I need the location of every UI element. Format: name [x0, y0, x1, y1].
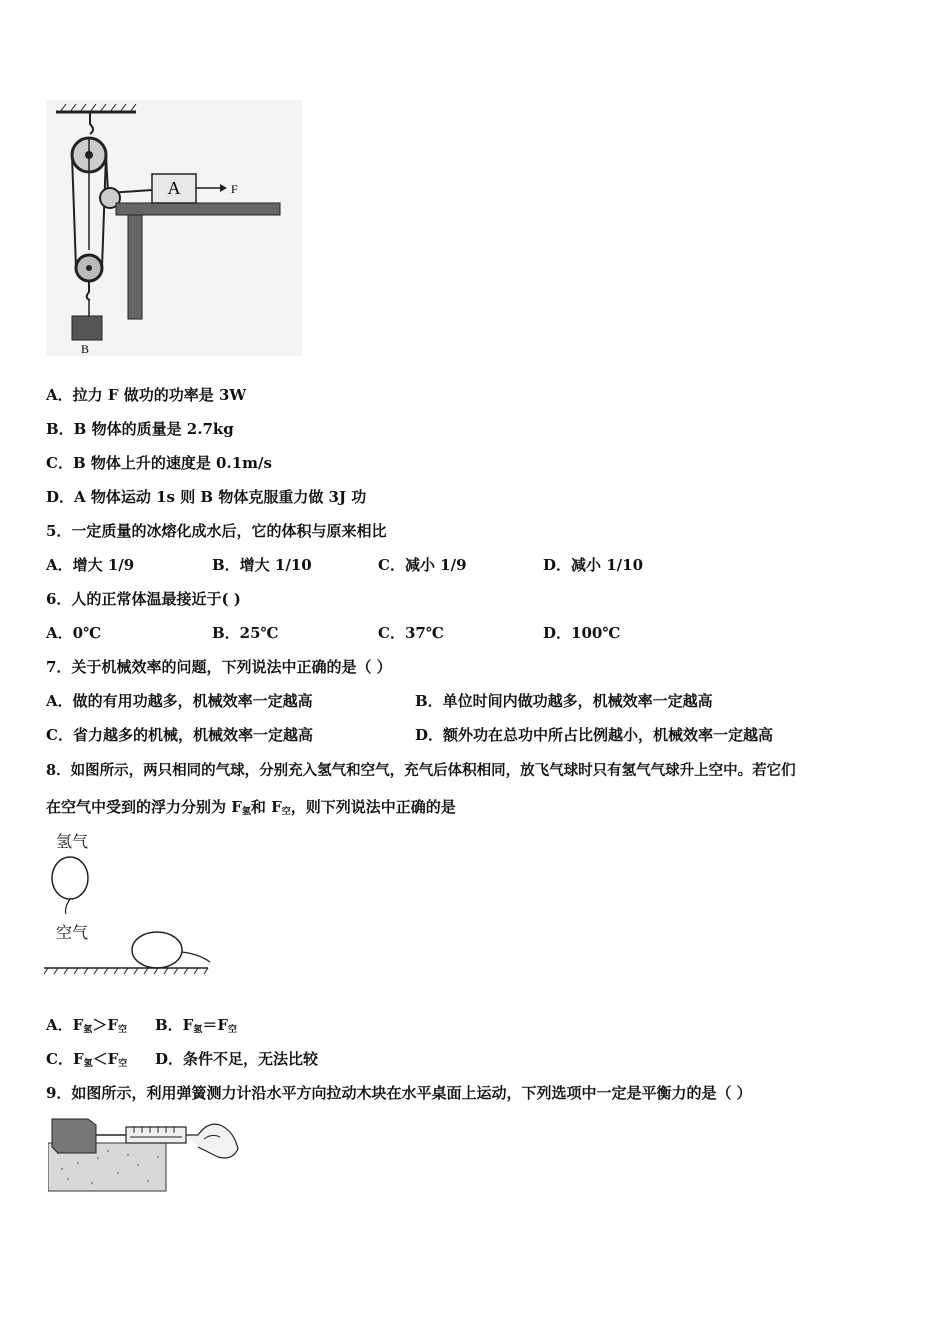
q7-stem: 7．关于机械效率的问题，下列说法中正确的是（ ） [46, 658, 392, 676]
q8-option-c: C．$F_氢<F_空$ [46, 1050, 128, 1069]
q8-option-d: D．条件不足，无法比较 [155, 1050, 319, 1068]
q5-option-b: B．增大 1/10 [212, 556, 312, 574]
q4-option-b: B．B 物体的质量是 2.7kg [46, 420, 234, 438]
q7-option-b: B．单位时间内做功越多，机械效率一定越高 [415, 692, 713, 710]
q8-stem-line2: 在空气中受到的浮力分别为 $F_氢$和 $F_空$，则下列说法中正确的是 [46, 798, 456, 817]
block-b-label: B [81, 342, 90, 356]
q5-option-c: C．减小 1/9 [378, 556, 467, 574]
block-a-label: A [167, 178, 181, 198]
q5-stem: 5．一定质量的冰熔化成水后，它的体积与原来相比 [46, 522, 387, 540]
q6-option-b: B．25℃ [212, 624, 279, 642]
pulley-figure [46, 100, 302, 356]
q6-option-a: A．0℃ [46, 624, 102, 642]
label-hydrogen: 氢气 [56, 832, 89, 851]
q7-option-a: A．做的有用功越多，机械效率一定越高 [46, 692, 313, 710]
q5-option-a: A．增大 1/9 [46, 556, 135, 574]
force-label: F [231, 182, 238, 196]
q5-option-d: D．减小 1/10 [543, 556, 644, 574]
balloon-figure [44, 848, 214, 976]
q6-option-c: C．37℃ [378, 624, 444, 642]
label-air: 空气 [56, 923, 89, 942]
q8-option-a: A．$F_氢>F_空$ [46, 1016, 127, 1035]
q9-stem: 9．如图所示，利用弹簧测力计沿水平方向拉动木块在水平桌面上运动，下列选项中一定是平衡力的是（ ） [46, 1084, 752, 1102]
q6-stem: 6．人的正常体温最接近于( ) [46, 590, 241, 608]
q7-option-c: C．省力越多的机械，机械效率一定越高 [46, 726, 313, 744]
q6-option-d: D．100℃ [543, 624, 621, 642]
q7-option-d: D．额外功在总功中所占比例越小，机械效率一定越高 [415, 726, 774, 744]
spring-scale-figure [48, 1113, 240, 1195]
q8-stem-line1: 8．如图所示，两只相同的气球，分别充入氢气和空气，充气后体积相同，放飞气球时只有氢气气球升上空中。若它们 [46, 762, 796, 779]
q4-option-a: A．拉力 F 做功的功率是 3W [46, 386, 247, 404]
q4-option-c: C．B 物体上升的速度是 0.1m/s [46, 454, 272, 472]
q8-option-b: B．$F_氢=F_空$ [155, 1016, 238, 1035]
q4-option-d: D．A 物体运动 1s 则 B 物体克服重力做 3J 功 [46, 488, 367, 506]
